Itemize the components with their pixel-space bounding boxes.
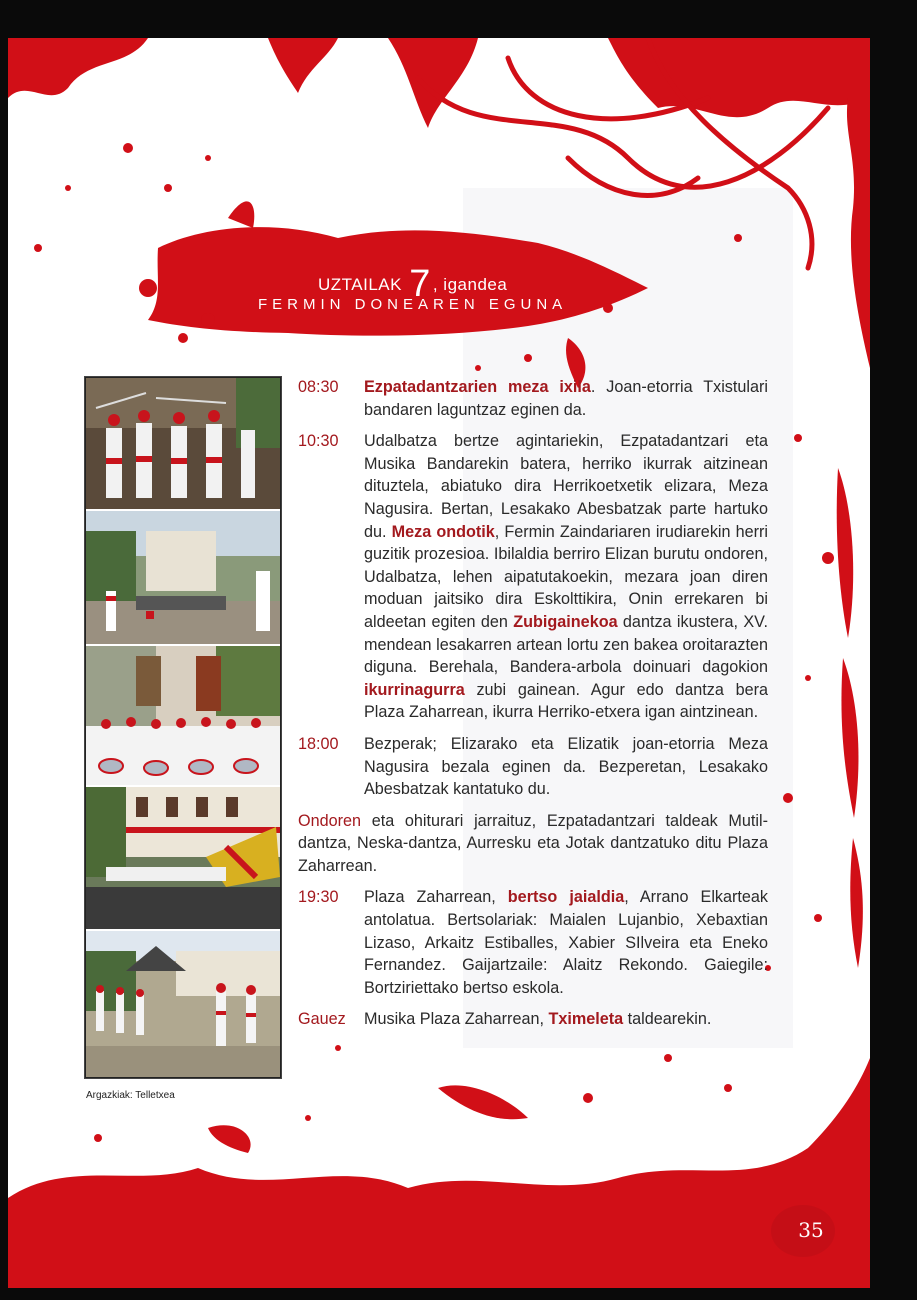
schedule-description [364, 1008, 768, 1031]
schedule-time: 19:30 [298, 888, 339, 907]
schedule-time: 10:30 [298, 432, 339, 451]
schedule-description [298, 810, 768, 878]
highlighted-text: bertso jaialdia [507, 888, 625, 907]
schedule-description [364, 376, 768, 421]
schedule-description [364, 886, 768, 999]
body-text: , Arrano Elkarteak antolatua. Bertsolariak: Maialen Lujanbio, Xebaxtian Lizaso, Arkaitz Estiballes, Xabier SIlveira eta Eneko Fernandez. Gaijartzaile: Alaitz Rekondo. Gaiegile: Bortziriettako bertso eskola. [364, 888, 768, 997]
schedule-entry [298, 376, 768, 421]
highlighted-text: Ezpatadantzarien meza ixila [364, 378, 591, 396]
schedule-description [364, 430, 768, 724]
body-text: , Fermin Zaindariaren irudiarekin herri guzitik prozesioa. Ibilaldia berriro Elizan burutu ondoren, Udalbatza, lehen aipatutakoekin, mezara joan diren moduan jaitsiko dira Eskolttikira, Onin errekaren bi aldeetan egiten den [364, 522, 768, 631]
body-text: Bezperak; Elizarako eta Elizatik joan-etorria Meza Nagusira bezala eginen da. Bezperetan, Lesakako Abesbatzak kantatuko du. [364, 734, 768, 799]
body-text: . Joan-etorria Txistulari bandaren laguntzaz eginen da. [364, 378, 768, 419]
banner-month: UZTAILAK [318, 275, 402, 294]
highlighted-text: Tximeleta [548, 1010, 624, 1029]
schedule-time: Gauez [298, 1010, 346, 1029]
schedule-entry [298, 810, 768, 878]
body-text: Musika Plaza Zaharrean, [364, 1010, 549, 1029]
photo-column [84, 376, 282, 1079]
schedule-description [364, 733, 768, 801]
body-text: taldearekin. [623, 1010, 712, 1029]
highlighted-text: Meza ondotik [391, 522, 495, 541]
schedule-time: 08:30 [298, 378, 339, 396]
schedule-time: 18:00 [298, 734, 339, 753]
schedule-lead: Ondoren [298, 811, 361, 830]
schedule-entry [298, 1008, 768, 1031]
highlighted-text: Zubigainekoa [513, 612, 618, 631]
body-text: eta ohiturari jarraituz, Ezpatadantzari taldeak Mutil-dantza, Neska-dantza, Aurresku eta Jotak dantzatuko ditu Plaza Zaharrean. [298, 811, 768, 875]
photo-ezpatadantzariak [86, 378, 280, 511]
photo-dantza-plaza [86, 931, 280, 1077]
banner-weekday: , igandea [432, 275, 508, 294]
body-text: Udalbatza bertze agintariekin, Ezpatadantzari eta Musika Bandarekin batera, herriko ikurrak aitzinean dituztela, abiatuko dira Herrikoetxetik elizara, Meza Nagusira. Bertan, Lesakako Abesbatzak parte hartuko du. [364, 432, 768, 541]
brochure-page [8, 38, 870, 1288]
banner-title: FERMIN DONEAREN EGUNA [258, 296, 568, 313]
schedule-entry [298, 430, 768, 724]
schedule-entry [298, 886, 768, 999]
body-text: zubi gainean. Agur edo dantza bera Plaza Zaharrean, ikurra Herriko-etxera igan aintzinean. [364, 680, 768, 722]
body-text: Plaza Zaharrean, [364, 888, 508, 907]
photo-prozesioa [86, 511, 280, 646]
body-text: dantza ikustera, XV. mendean lesakarren artean lortu zen bakea oroitarazten diguna. Berehala, Bandera-arbola doinuari dagokion [364, 612, 768, 677]
schedule-entry [298, 733, 768, 801]
photo-bandera-arbola [86, 787, 280, 931]
event-schedule [298, 376, 768, 1040]
photo-danborrada [86, 646, 280, 787]
photo-credit: Argazkiak: Telletxea [86, 1090, 175, 1101]
page-number: 35 [798, 1218, 824, 1242]
highlighted-text: ikurrinagurra [364, 680, 465, 699]
banner-day: 7 [409, 263, 431, 305]
